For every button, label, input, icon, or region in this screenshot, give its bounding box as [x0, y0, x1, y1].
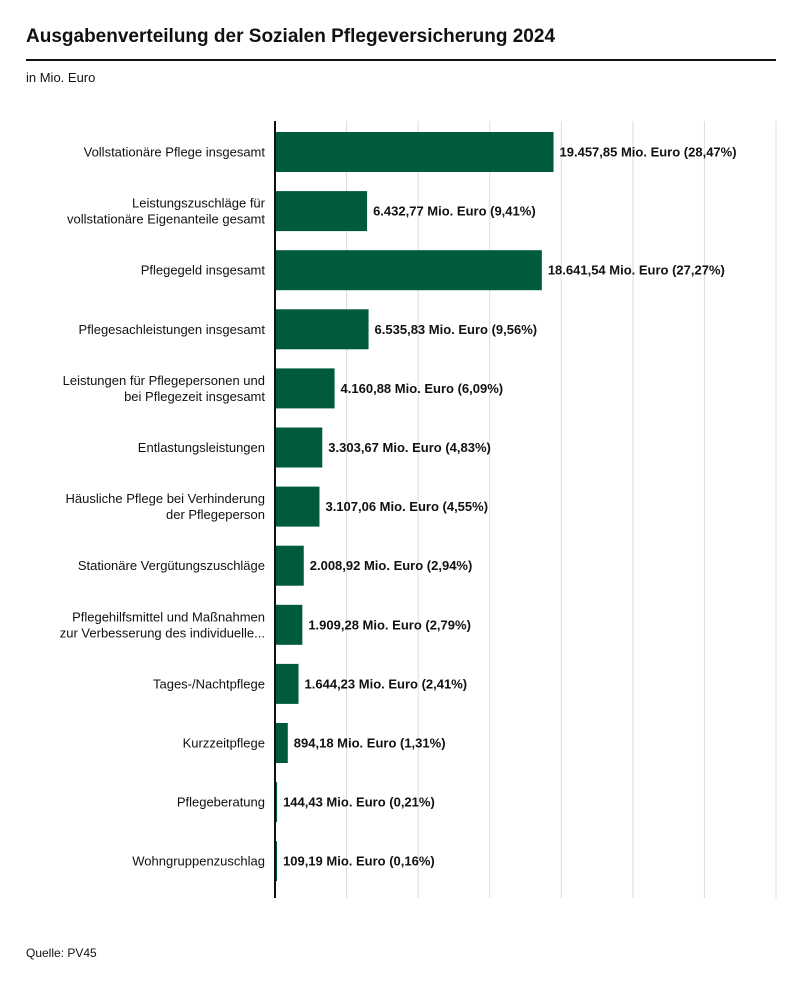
data-label: 1.644,23 Mio. Euro (2,41%) [304, 676, 468, 692]
category-label: Tages-/Nachtpflege [152, 676, 265, 692]
category-label: vollstationäre Eigenanteile gesamt [66, 211, 265, 227]
data-label: 894,18 Mio. Euro (1,31%) [293, 735, 446, 751]
source-note: Quelle: PV45 [26, 946, 97, 960]
bar[interactable] [275, 309, 369, 349]
data-label: 2.008,92 Mio. Euro (2,94%) [309, 558, 473, 574]
bar[interactable] [275, 191, 367, 231]
data-label: 1.909,28 Mio. Euro (2,79%) [308, 617, 471, 633]
category-label: Pflegeberatung [176, 794, 265, 810]
bar[interactable] [275, 368, 335, 408]
category-label: Leistungen für Pflegepersonen und [62, 372, 265, 388]
bar[interactable] [275, 132, 554, 172]
data-label: 3.303,67 Mio. Euro (4,83%) [328, 440, 491, 455]
data-label: 144,43 Mio. Euro (0,21%) [283, 794, 435, 810]
data-label: 6.535,83 Mio. Euro (9,56%) [374, 321, 538, 337]
bar[interactable] [275, 546, 304, 586]
chart-title: Ausgabenverteilung der Sozialen Pflegeversicherung 2024 [26, 26, 556, 47]
bar[interactable] [275, 723, 288, 763]
category-label: zur Verbesserung des individuelle... [59, 625, 265, 641]
unit-label: in Mio. Euro [26, 70, 96, 85]
category-label: Pflegehilfsmittel und Maßnahmen [72, 609, 265, 625]
category-label: Pflegegeld insgesamt [140, 262, 265, 278]
data-label: 109,19 Mio. Euro (0,16%) [283, 853, 435, 869]
category-label: Kurzzeitpflege [182, 735, 265, 751]
bar[interactable] [275, 487, 319, 527]
bar[interactable] [275, 250, 542, 290]
category-label: Entlastungsleistungen [137, 440, 265, 455]
data-label: 3.107,06 Mio. Euro (4,55%) [325, 499, 489, 515]
category-label: Vollstationäre Pflege insgesamt [83, 144, 265, 160]
category-label: der Pflegeperson [165, 507, 265, 523]
data-label: 6.432,77 Mio. Euro (9,41%) [373, 203, 536, 219]
bar[interactable] [275, 664, 299, 704]
category-label: Stationäre Vergütungszuschläge [77, 558, 265, 574]
category-label: bei Pflegezeit insgesamt [124, 388, 265, 404]
category-label: Pflegesachleistungen insgesamt [78, 321, 265, 337]
bar[interactable] [275, 428, 322, 468]
category-label: Leistungszuschläge für [132, 195, 265, 211]
bar[interactable] [275, 605, 302, 645]
category-label: Wohngruppenzuschlag [132, 853, 265, 869]
data-label: 4.160,88 Mio. Euro (6,09%) [340, 380, 504, 396]
data-label: 18.641,54 Mio. Euro (27,27%) [547, 262, 725, 278]
category-label: Häusliche Pflege bei Verhinderung [65, 491, 265, 507]
data-label: 19.457,85 Mio. Euro (28,47%) [559, 144, 737, 160]
